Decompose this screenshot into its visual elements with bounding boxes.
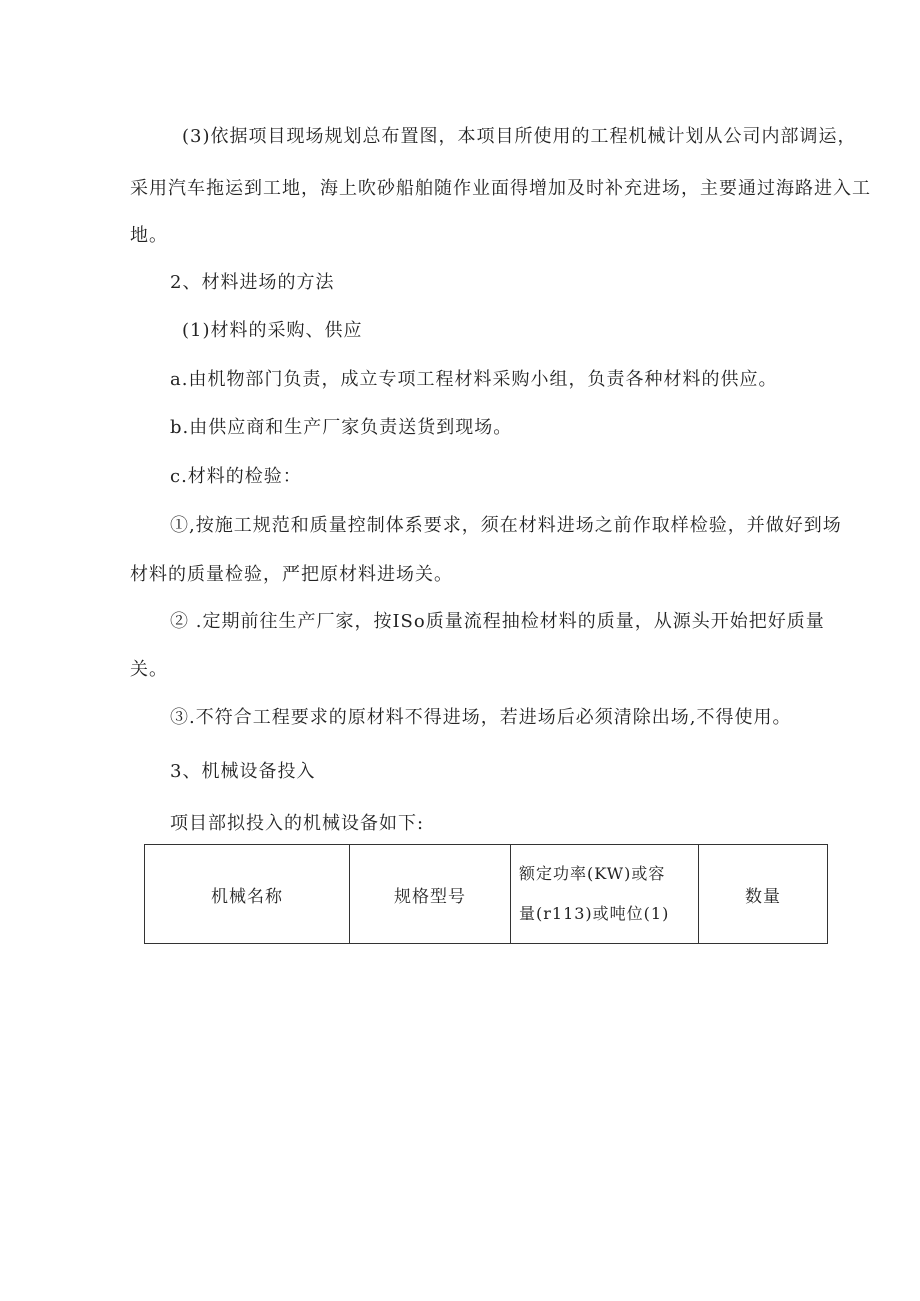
paragraph-line: (3)依据项目现场规划总布置图，本项目所使用的工程机械计划从公司内部调运， <box>182 126 857 147</box>
paragraph-line: 地。 <box>130 225 168 246</box>
list-item-a: a.由机物部门负责，成立专项工程材料采购小组，负责各种材料的供应。 <box>170 369 778 390</box>
table-intro: 项目部拟投入的机械设备如下: <box>170 813 425 834</box>
header-power-line-2: 量(r113)或吨位(1) <box>519 904 670 923</box>
check-item-2-cont: 关。 <box>130 659 168 680</box>
header-spec-model: 规格型号 <box>350 845 511 944</box>
header-machine-name: 机械名称 <box>145 845 350 944</box>
check-item-1: ①,按施工规范和质量控制体系要求，须在材料进场之前作取样检验，并做好到场 <box>170 515 842 536</box>
section-heading-2: 2、材料进场的方法 <box>170 272 335 293</box>
list-item-c: c.材料的检验： <box>170 466 302 487</box>
header-power-capacity <box>511 845 699 944</box>
check-item-2: ② .定期前往生产厂家，按ISo质量流程抽检材料的质量，从源头开始把好质量 <box>170 611 825 632</box>
equipment-table <box>144 844 828 944</box>
header-quantity: 数量 <box>699 845 828 944</box>
check-item-1-cont: 材料的质量检验，严把原材料进场关。 <box>130 564 453 585</box>
subsection-heading: (1)材料的采购、供应 <box>182 320 363 341</box>
section-heading-3: 3、机械设备投入 <box>170 761 316 782</box>
check-item-3: ③.不符合工程要求的原材料不得进场，若进场后必须清除出场,不得使用。 <box>170 707 792 728</box>
table-header-row <box>145 845 828 944</box>
list-item-b: b.由供应商和生产厂家负责送货到现场。 <box>170 417 513 438</box>
header-power-line-1: 额定功率(KW)或容 <box>519 864 666 883</box>
paragraph-line: 采用汽车拖运到工地，海上吹砂船舶随作业面得增加及时补充进场，主要通过海路进入工 <box>130 178 871 199</box>
